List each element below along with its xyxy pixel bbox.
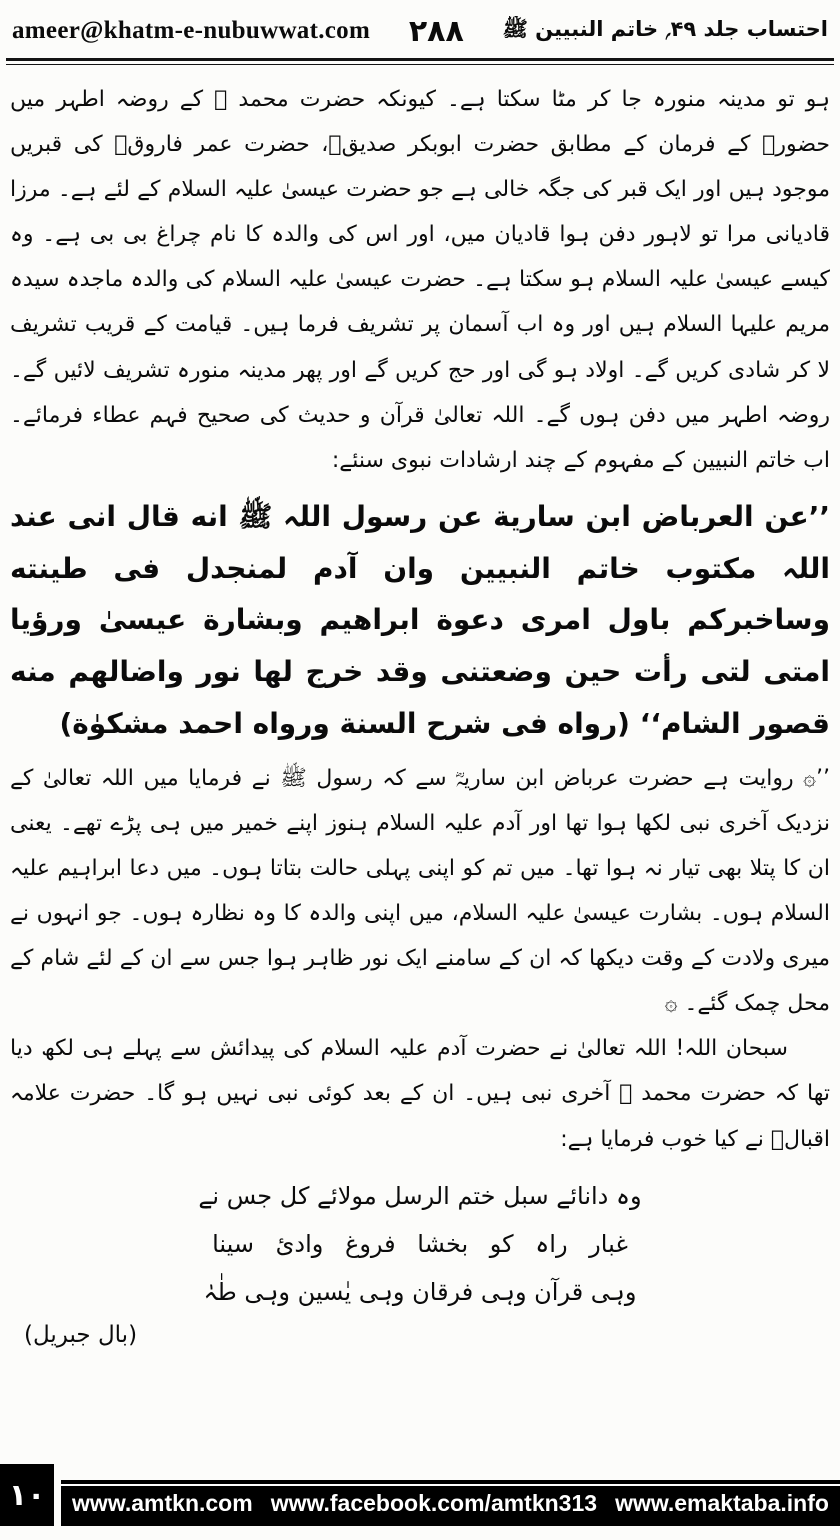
poem-line-3: وہی قرآن وہی فرقان وہی یٰسین وہی طٰہٰ xyxy=(203,1277,637,1306)
paragraph-intro: ہو تو مدینہ منورہ جا کر مٹا سکتا ہے۔ کیونکہ حضرت محمد ﷺ کے روضہ اطہر میں حضورؐ کے فرمان کے مطابق حضرت ابوبکر صدیقؓ، حضرت عمر فاروقؓ کی قبریں موجود ہیں اور ایک قبر کی جگہ خالی ہے جو حضرت عیسیٰ علیہ السلام کے لئے ہے۔ مرزا قادیانی مرا تو لاہور دفن ہوا قادیان میں، اور اس کی والدہ کا نام چراغ بی بی ہے۔ وہ کیسے عیسیٰ علیہ السلام ہو سکتا ہے۔ حضرت عیسیٰ علیہ السلام کی والدہ ماجدہ سیدہ مریم علیہا السلام ہیں اور وہ اب آسمان پر تشریف فرما ہیں۔ قیامت کے قریب تشریف لا کر شادی کریں گے۔ اولاد ہو گی اور حج کریں گے اور پھر مدینہ منورہ تشریف لائیں گے۔ روضہ اطہر میں دفن ہوں گے۔ اللہ تعالیٰ قرآن و حدیث کی صحیح فہم عطاء فرمائے۔ اب خاتم النبیین کے مفہوم کے چند ارشادات نبوی سنئے: xyxy=(10,87,830,473)
header-email: ameer@khatm-e-nubuwwat.com xyxy=(12,17,371,44)
header-book-title: احتساب جلد ۴۹؍ خاتم النبیین ﷺ xyxy=(502,16,828,41)
poem-line-2: غبار راہ کو بخشا فروغ وادیٔ سینا xyxy=(212,1229,628,1258)
footer-url-emaktaba: www.emaktaba.info xyxy=(615,1489,829,1516)
footer-page-number: ۱۰ xyxy=(0,1464,54,1526)
poem-line-1: وہ دانائے سبل ختم الرسل مولائے کل جس نے xyxy=(198,1181,642,1210)
footer-links-bar xyxy=(61,1480,840,1526)
header-page-number: ۲۸۸ xyxy=(408,13,464,49)
page-footer xyxy=(0,1464,840,1526)
iqbal-poem xyxy=(10,1172,830,1316)
footer-url-facebook: www.facebook.com/amtkn313 xyxy=(270,1489,598,1516)
footer-url-amtkn: www.amtkn.com xyxy=(72,1489,253,1516)
arabic-hadith-quote: ’’عن العرباض ابن ساریة عن رسول اللہ ﷺ انه قال انی عند اللہ مکتوب خاتم النبیین وان آدم لمنجدل فی طینته وساخبرکم باول امری دعوة ابراهیم وبشارة عیسیٰ ورؤیا امتی لتی رأت حین وضعتنی وقد خرج لها نور واضالهم منه قصور الشام‘‘ (رواه فی شرح السنة ورواه احمد مشکوٰة) xyxy=(10,499,830,741)
poem-attribution: (بال جبریل) xyxy=(24,1321,138,1348)
paragraph-hadith-translation: ’’۞ روایت ہے حضرت عرباض ابن ساریہؓ سے کہ رسول ﷺ نے فرمایا میں اللہ تعالیٰ کے نزدیک آخری نبی لکھا ہوا تھا اور آدم علیہ السلام ہنوز اپنے خمیر میں ہی پڑے تھے۔ یعنی ان کا پتلا بھی تیار نہ ہوا تھا۔ میں تم کو اپنی پہلی حالت بتاتا ہوں۔ میں دعا ابراہیم علیہ السلام ہوں۔ بشارت عیسیٰ علیہ السلام، میں اپنی والدہ کا وہ نظارہ ہوں۔ جو انہوں نے میری ولادت کے وقت دیکھا کہ ان کے سامنے ایک نور ظاہر ہوا جس سے ان کے لئے شام کے محل چمک گئے۔ ۞ xyxy=(10,765,830,1017)
page-content xyxy=(0,65,840,1348)
header-divider xyxy=(6,58,834,65)
paragraph-commentary: سبحان اللہ! اللہ تعالیٰ نے حضرت آدم علیہ السلام کی پیدائش سے پہلے ہی لکھ دیا تھا کہ حضرت محمد ﷺ آخری نبی ہیں۔ ان کے بعد کوئی نبی نہیں ہو گا۔ حضرت علامہ اقبالؒ نے کیا خوب فرمایا ہے: xyxy=(10,1036,830,1152)
page-header xyxy=(0,0,840,58)
